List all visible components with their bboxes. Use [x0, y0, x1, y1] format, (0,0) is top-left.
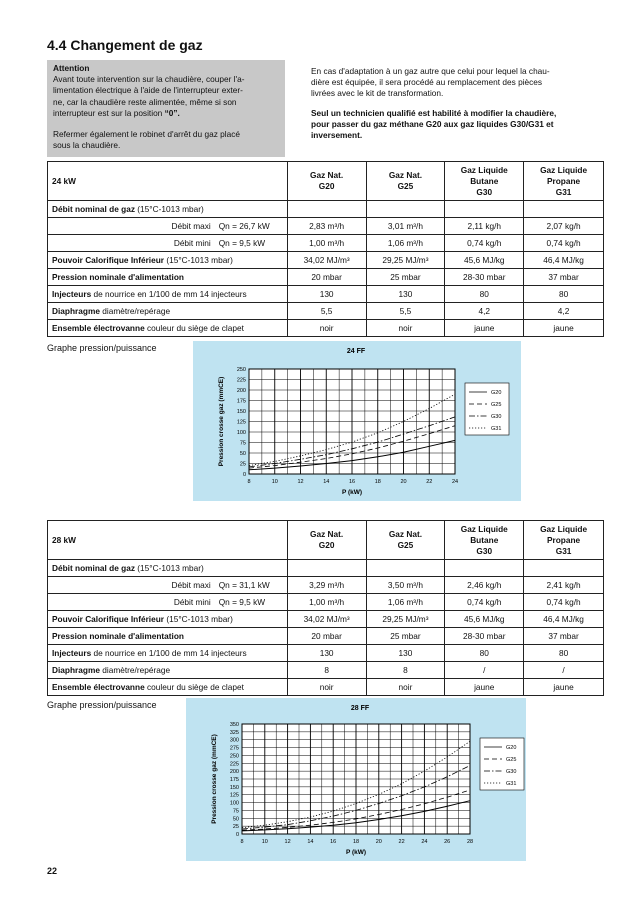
page-number: 22	[47, 866, 58, 876]
gas-header-g25: Gaz Nat. G25	[366, 162, 445, 201]
y-tick-label: 25	[239, 461, 246, 468]
graph-label: Graphe pression/puissance	[47, 343, 157, 353]
y-tick-label: 175	[236, 398, 246, 405]
legend-entry: G31	[491, 426, 502, 432]
y-tick-label: 100	[229, 800, 239, 807]
attention-text: sous la chaudière.	[53, 140, 121, 151]
y-tick-label: 225	[229, 761, 239, 768]
x-tick-label: 12	[297, 479, 304, 485]
table-row: Pression nominale d'alimentation 20 mbar 25 mbar 28-30 mbar 37 mbar	[48, 628, 604, 645]
table-row: Diaphragme diamètre/repérage 5,5 5,5 4,2 4,2	[48, 303, 604, 320]
x-tick-label: 14	[307, 839, 314, 845]
legend-entry: G31	[506, 781, 517, 787]
table-row: Débit nominal de gaz (15°C-1013 mbar)	[48, 560, 604, 577]
chart-title: 24 FF	[346, 348, 366, 355]
attention-position: “0”.	[164, 107, 180, 118]
legend-entry: G20	[506, 745, 517, 751]
y-tick-label: 325	[229, 729, 239, 736]
intro-line: livrées avec le kit de transformation.	[311, 88, 444, 99]
table-row: Débit maxi Qn = 26,7 kW 2,83 m³/h 3,01 m³/h 2,11 kg/h 2,07 kg/h	[48, 218, 604, 235]
table-row: Débit mini Qn = 9,5 kW 1,00 m³/h 1,06 m³/h 0,74 kg/h 0,74 kg/h	[48, 594, 604, 611]
y-tick-label: 150	[229, 784, 239, 791]
warning-line: Seul un technicien qualifié est habilité à modifier la chaudière,	[311, 107, 557, 118]
intro-line: dière est équipée, il sera procédé au remplacement des pièces	[311, 77, 543, 88]
warning-line: inversement.	[311, 130, 363, 141]
y-tick-label: 250	[236, 367, 246, 373]
spec-table-24kw	[47, 161, 604, 337]
attention-text: Avant toute intervention sur la chaudière, couper l'a-	[53, 74, 245, 85]
table-row: Ensemble électrovanne couleur du siège de clapet noir noir jaune jaune	[48, 320, 604, 337]
y-tick-label: 225	[236, 377, 246, 384]
y-axis-label: Pression crosse gaz (mmCE)	[211, 734, 218, 824]
model-label: 24 kW	[48, 162, 288, 201]
y-tick-label: 50	[232, 816, 239, 823]
graph-label: Graphe pression/puissance	[47, 700, 157, 710]
y-tick-label: 125	[229, 792, 239, 799]
table-row: Débit mini Qn = 9,5 kW 1,00 m³/h 1,06 m³/h 0,74 kg/h 0,74 kg/h	[48, 235, 604, 252]
x-tick-label: 18	[352, 839, 360, 845]
gas-header-g20: Gaz Nat. G20	[287, 521, 366, 560]
y-tick-label: 350	[229, 722, 239, 728]
gas-header-g30: Gaz Liquide Butane G30	[445, 162, 524, 201]
intro-line: En cas d'adaptation à un gaz autre que celui pour lequel la chau-	[311, 66, 550, 76]
gas-header-g30: Gaz Liquide Butane G30	[445, 521, 524, 560]
table-row: Pouvoir Calorifique Inférieur (15°C-1013 mbar) 34,02 MJ/m³ 29,25 MJ/m³ 45,6 MJ/kg 46,4 MJ/kg	[48, 611, 604, 628]
warning-line: pour passer du gaz méthane G20 aux gaz liquides G30/G31 et	[311, 118, 554, 129]
chart-svg-28ff	[186, 698, 526, 861]
y-tick-label: 300	[229, 737, 239, 744]
table-row: Débit maxi Qn = 31,1 kW 3,29 m³/h 3,50 m³/h 2,46 kg/h 2,41 kg/h	[48, 577, 604, 594]
attention-text: ne, car la chaudière reste alimentée, même si son	[53, 96, 237, 107]
y-tick-label: 75	[232, 808, 239, 815]
attention-box	[47, 60, 285, 157]
table-row: Pouvoir Calorifique Inférieur (15°C-1013 mbar) 34,02 MJ/m³ 29,25 MJ/m³ 45,6 MJ/kg 46,4 MJ/kg	[48, 252, 604, 269]
section-title: 4.4 Changement de gaz	[47, 37, 203, 53]
x-tick-label: 16	[330, 839, 337, 845]
x-tick-label: 26	[444, 839, 451, 845]
x-axis-label: P (kW)	[341, 489, 363, 496]
table-row: Ensemble électrovanne couleur du siège de clapet noir noir jaune jaune	[48, 679, 604, 696]
x-tick-label: 16	[348, 479, 356, 485]
chart-svg-24ff	[193, 341, 521, 501]
legend-box	[465, 383, 509, 435]
gas-header-g31: Gaz Liquide Propane G31	[524, 162, 604, 201]
x-tick-label: 8	[240, 839, 244, 845]
legend-entry: G20	[491, 390, 502, 396]
y-tick-label: 200	[229, 769, 239, 776]
x-tick-label: 12	[284, 839, 291, 845]
x-tick-label: 10	[271, 479, 278, 485]
attention-text: limentation électrique à l'aide de l'interrupteur exter-	[53, 85, 243, 96]
model-label: 28 kW	[48, 521, 288, 560]
legend-entry: G25	[506, 757, 517, 763]
gas-header-g25: Gaz Nat. G25	[366, 521, 445, 560]
y-tick-label: 100	[236, 430, 246, 436]
y-tick-label: 250	[229, 753, 239, 760]
attention-heading: Attention	[53, 63, 90, 73]
table-row: Diaphragme diamètre/repérage 8 8 / /	[48, 662, 604, 679]
gas-header-g20: Gaz Nat. G20	[287, 162, 366, 201]
chart-title: 28 FF	[350, 705, 370, 712]
chart-28ff	[186, 698, 526, 861]
y-tick-label: 200	[236, 388, 246, 394]
y-tick-label: 75	[239, 440, 246, 447]
x-tick-label: 8	[247, 479, 251, 485]
y-tick-label: 25	[232, 824, 239, 831]
x-tick-label: 20	[400, 479, 407, 485]
y-tick-label: 175	[229, 777, 239, 783]
y-tick-label: 0	[242, 472, 246, 478]
x-axis-label: P (kW)	[345, 849, 367, 856]
attention-text: interrupteur est sur la position	[53, 107, 165, 118]
table-row: Pression nominale d'alimentation 20 mbar 25 mbar 28-30 mbar 37 mbar	[48, 269, 604, 286]
chart-24ff	[193, 341, 521, 501]
x-tick-label: 28	[466, 839, 474, 845]
legend-entry: G30	[506, 769, 517, 775]
x-tick-label: 22	[398, 839, 405, 845]
x-tick-label: 20	[375, 839, 382, 845]
legend-box	[480, 738, 524, 790]
x-tick-label: 24	[451, 479, 459, 485]
gas-header-g31: Gaz Liquide Propane G31	[524, 521, 604, 560]
x-tick-label: 14	[323, 479, 330, 485]
table-row: Injecteurs de nourrice en 1/100 de mm 14 injecteurs 130 130 80 80	[48, 286, 604, 303]
intro-text	[311, 66, 603, 149]
x-tick-label: 10	[261, 839, 268, 845]
y-tick-label: 50	[239, 451, 246, 457]
attention-text: Refermer également le robinet d'arrêt du gaz placé	[53, 129, 240, 140]
y-tick-label: 0	[235, 832, 239, 838]
y-tick-label: 275	[229, 745, 239, 752]
table-row: Injecteurs de nourrice en 1/100 de mm 14 injecteurs 130 130 80 80	[48, 645, 604, 662]
x-tick-label: 18	[374, 479, 381, 485]
legend-entry: G30	[491, 414, 502, 420]
table-row: Débit nominal de gaz (15°C-1013 mbar)	[48, 201, 604, 218]
spec-table-28kw	[47, 520, 604, 696]
x-tick-label: 22	[426, 479, 433, 485]
y-axis-label: Pression crosse gaz (mmCE)	[218, 376, 225, 467]
y-tick-label: 150	[236, 409, 246, 415]
y-tick-label: 125	[236, 419, 246, 426]
x-tick-label: 24	[421, 839, 428, 845]
legend-entry: G25	[491, 402, 502, 408]
